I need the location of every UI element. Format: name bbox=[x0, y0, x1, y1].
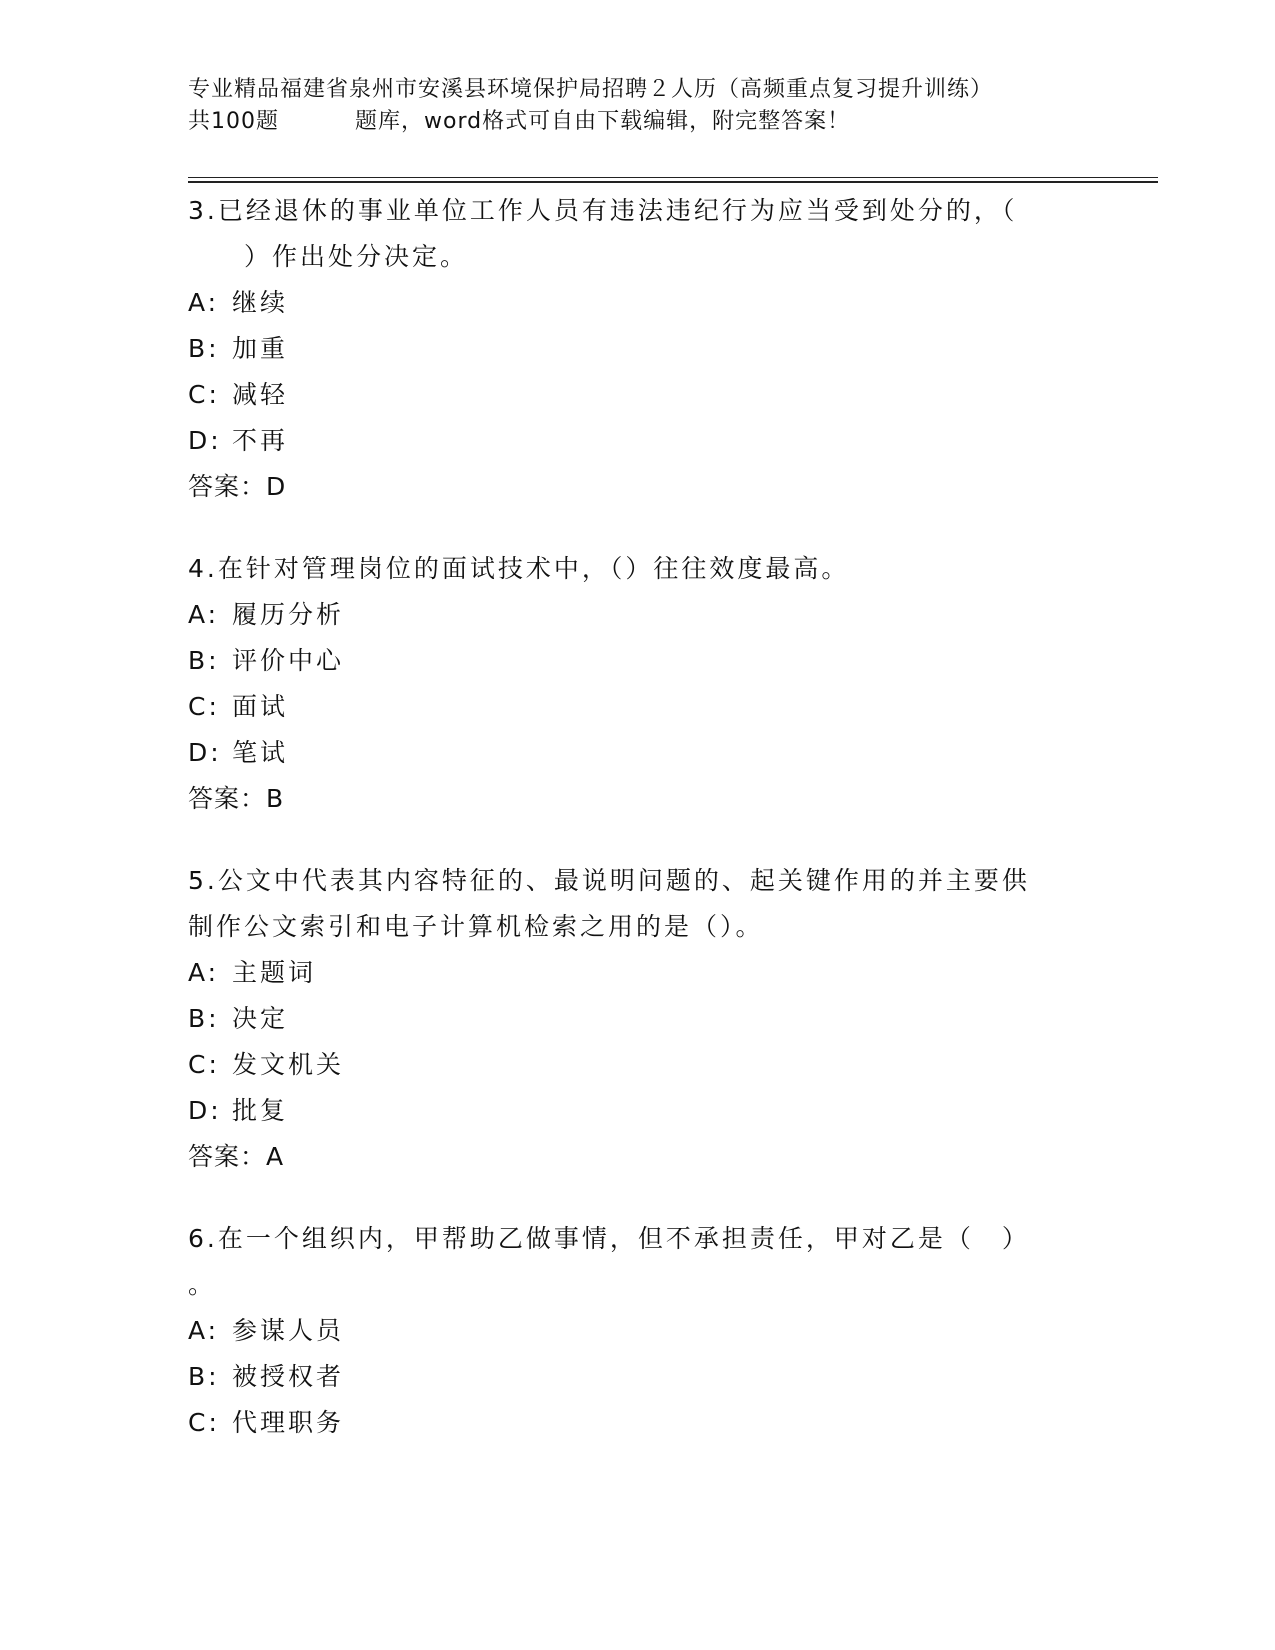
question-text-continued: 。 bbox=[188, 1270, 217, 1299]
option-letter: B: bbox=[188, 334, 220, 363]
option-text: 加重 bbox=[232, 334, 289, 363]
answer-line: 答案：A bbox=[188, 1142, 285, 1171]
option-letter: D: bbox=[188, 426, 222, 455]
option-text: 履历分析 bbox=[232, 600, 345, 629]
option-letter: B: bbox=[188, 1362, 220, 1391]
option-letter: A: bbox=[188, 958, 220, 987]
option-d bbox=[188, 1088, 1068, 1134]
option-letter: C: bbox=[188, 380, 220, 409]
question-list bbox=[188, 188, 1068, 1480]
option-letter: B: bbox=[188, 646, 220, 675]
option-c bbox=[188, 372, 1068, 418]
option-letter: A: bbox=[188, 1316, 220, 1345]
question-block bbox=[188, 1216, 1068, 1446]
option-text: 面试 bbox=[232, 692, 289, 721]
option-text: 发文机关 bbox=[232, 1050, 345, 1079]
option-text: 减轻 bbox=[232, 380, 289, 409]
option-letter: C: bbox=[188, 1408, 220, 1437]
option-letter: B: bbox=[188, 1004, 220, 1033]
option-b bbox=[188, 1354, 1068, 1400]
header-subtitle-line bbox=[188, 106, 1148, 138]
option-text: 主题词 bbox=[232, 958, 317, 987]
option-letter: A: bbox=[188, 600, 220, 629]
question-text: 5.公文中代表其内容特征的、最说明问题的、起关键作用的并主要供 bbox=[188, 866, 1030, 895]
answer-line: 答案：D bbox=[188, 472, 287, 501]
option-text: 继续 bbox=[232, 288, 289, 317]
option-text: 笔试 bbox=[232, 738, 289, 767]
option-a bbox=[188, 950, 1068, 996]
answer-line: 答案：B bbox=[188, 784, 285, 813]
header-description: 题库，word格式可自由下载编辑，附完整答案！ bbox=[355, 109, 851, 134]
option-text: 批复 bbox=[232, 1096, 289, 1125]
option-text: 评价中心 bbox=[232, 646, 345, 675]
option-text: 不再 bbox=[232, 426, 289, 455]
option-letter: D: bbox=[188, 738, 222, 767]
question-text-continued: ）作出处分决定。 bbox=[188, 242, 469, 271]
question-block bbox=[188, 188, 1068, 510]
option-c bbox=[188, 684, 1068, 730]
option-d bbox=[188, 730, 1068, 776]
option-c bbox=[188, 1042, 1068, 1088]
header-divider-thick bbox=[188, 181, 1158, 183]
option-letter: C: bbox=[188, 692, 220, 721]
header-divider-thin bbox=[188, 177, 1158, 178]
option-text: 决定 bbox=[232, 1004, 289, 1033]
question-text-continued: 制作公文索引和电子计算机检索之用的是（）。 bbox=[188, 912, 764, 941]
option-d bbox=[188, 418, 1068, 464]
question-block bbox=[188, 546, 1068, 822]
option-c bbox=[188, 1400, 1068, 1446]
option-letter: D: bbox=[188, 1096, 222, 1125]
question-block bbox=[188, 858, 1068, 1180]
header-count: 共100题 bbox=[188, 109, 279, 134]
option-text: 被授权者 bbox=[232, 1362, 345, 1391]
header-title-line: 专业精品福建省泉州市安溪县环境保护局招聘２人历（高频重点复习提升训练） bbox=[188, 77, 994, 102]
option-b bbox=[188, 638, 1068, 684]
option-letter: A: bbox=[188, 288, 220, 317]
option-b bbox=[188, 996, 1068, 1042]
option-text: 参谋人员 bbox=[232, 1316, 345, 1345]
option-a bbox=[188, 592, 1068, 638]
option-b bbox=[188, 326, 1068, 372]
option-a bbox=[188, 1308, 1068, 1354]
option-a bbox=[188, 280, 1068, 326]
question-text: 3.已经退休的事业单位工作人员有违法违纪行为应当受到处分的，（ bbox=[188, 196, 1018, 225]
question-text: 4.在针对管理岗位的面试技术中，（）往往效度最高。 bbox=[188, 554, 850, 583]
document-header bbox=[188, 74, 1148, 138]
question-text: 6.在一个组织内，甲帮助乙做事情，但不承担责任，甲对乙是（ ） bbox=[188, 1224, 1030, 1253]
option-text: 代理职务 bbox=[232, 1408, 345, 1437]
option-letter: C: bbox=[188, 1050, 220, 1079]
